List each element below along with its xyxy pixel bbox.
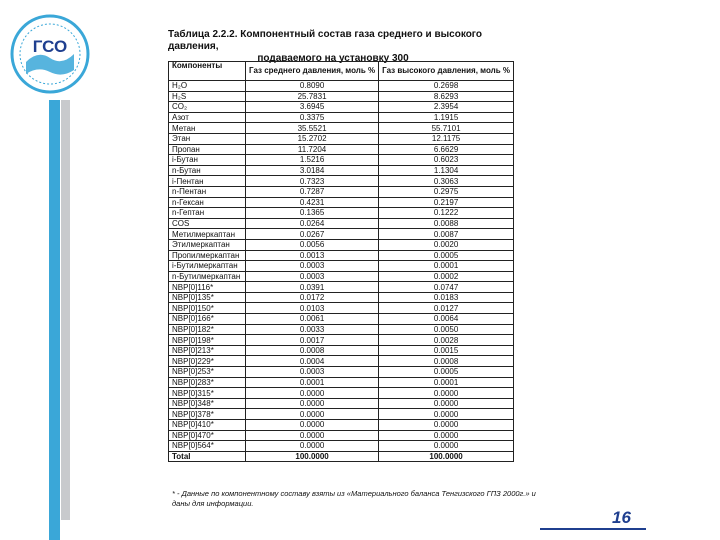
- cell-component: NBP[0]166*: [169, 314, 246, 325]
- cell-component: n-Гептан: [169, 208, 246, 219]
- cell-high-pressure: 0.0020: [379, 239, 514, 250]
- table-row: [169, 133, 514, 144]
- table-row: [169, 208, 514, 219]
- cell-high-pressure: 0.0127: [379, 303, 514, 314]
- cell-medium-pressure: 0.0000: [246, 441, 379, 452]
- cell-high-pressure: 1.1915: [379, 112, 514, 123]
- cell-medium-pressure: 0.0000: [246, 398, 379, 409]
- table-row: [169, 356, 514, 367]
- table-row: [169, 303, 514, 314]
- cell-high-pressure: 0.0002: [379, 271, 514, 282]
- cell-high-pressure: 0.0000: [379, 430, 514, 441]
- cell-component: NBP[0]213*: [169, 345, 246, 356]
- cell-medium-pressure: 3.6945: [246, 102, 379, 113]
- cell-medium-pressure: 100.0000: [246, 451, 379, 462]
- cell-component: NBP[0]182*: [169, 324, 246, 335]
- cell-component: NBP[0]229*: [169, 356, 246, 367]
- table-row: [169, 250, 514, 261]
- left-accent-bar: [49, 100, 60, 540]
- page-number-underline: [540, 528, 646, 530]
- cell-component: Азот: [169, 112, 246, 123]
- cell-medium-pressure: 0.1365: [246, 208, 379, 219]
- cell-component: NBP[0]283*: [169, 377, 246, 388]
- company-logo: [8, 12, 92, 96]
- cell-component: NBP[0]315*: [169, 388, 246, 399]
- composition-table: [168, 61, 514, 462]
- cell-medium-pressure: 0.0003: [246, 271, 379, 282]
- table-row: [169, 271, 514, 282]
- cell-high-pressure: 0.0008: [379, 356, 514, 367]
- table-row: [169, 409, 514, 420]
- cell-medium-pressure: 0.0391: [246, 282, 379, 293]
- cell-medium-pressure: 25.7831: [246, 91, 379, 102]
- cell-high-pressure: 0.0028: [379, 335, 514, 346]
- table-row: [169, 377, 514, 388]
- table-title: [168, 29, 528, 65]
- cell-medium-pressure: 0.3375: [246, 112, 379, 123]
- left-gray-bar: [61, 100, 70, 520]
- table-row: [169, 388, 514, 399]
- cell-component: n-Бутилмеркаптан: [169, 271, 246, 282]
- cell-medium-pressure: 0.7287: [246, 186, 379, 197]
- cell-high-pressure: 0.2197: [379, 197, 514, 208]
- cell-high-pressure: 0.0005: [379, 250, 514, 261]
- cell-medium-pressure: 35.5521: [246, 123, 379, 134]
- cell-component: i-Бутилмеркаптан: [169, 261, 246, 272]
- cell-high-pressure: 0.0001: [379, 377, 514, 388]
- table-row: [169, 451, 514, 462]
- table-row: [169, 123, 514, 134]
- cell-medium-pressure: 0.7323: [246, 176, 379, 187]
- cell-component: NBP[0]135*: [169, 292, 246, 303]
- cell-medium-pressure: 0.0001: [246, 377, 379, 388]
- title-line-1: Таблица 2.2.2. Компонентный состав газа среднего и высокого давления,: [168, 29, 482, 52]
- cell-medium-pressure: 0.0000: [246, 409, 379, 420]
- cell-high-pressure: 0.0000: [379, 398, 514, 409]
- cell-component: COS: [169, 218, 246, 229]
- table-row: [169, 155, 514, 166]
- cell-medium-pressure: 0.0008: [246, 345, 379, 356]
- cell-component: NBP[0]150*: [169, 303, 246, 314]
- table-row: [169, 112, 514, 123]
- cell-medium-pressure: 0.0033: [246, 324, 379, 335]
- table-row: [169, 239, 514, 250]
- cell-component: Total: [169, 451, 246, 462]
- cell-medium-pressure: 0.4231: [246, 197, 379, 208]
- header-medium-pressure: Газ среднего давления, моль %: [246, 62, 379, 81]
- cell-high-pressure: 0.1222: [379, 208, 514, 219]
- footnote-line-1: * - Данные по компонентному составу взяты из «Материального баланса Тенгизского ГПЗ 2000г.» и: [172, 489, 536, 498]
- cell-component: Пропилмеркаптан: [169, 250, 246, 261]
- cell-component: Этилмеркаптан: [169, 239, 246, 250]
- title-line-2: подаваемого на установку 300: [257, 53, 409, 64]
- cell-component: CO₂: [169, 102, 246, 113]
- cell-medium-pressure: 0.8090: [246, 81, 379, 92]
- cell-component: i-Бутан: [169, 155, 246, 166]
- cell-component: NBP[0]470*: [169, 430, 246, 441]
- cell-component: H₂O: [169, 81, 246, 92]
- table-row: [169, 367, 514, 378]
- cell-medium-pressure: 0.0004: [246, 356, 379, 367]
- cell-high-pressure: 0.0183: [379, 292, 514, 303]
- cell-component: NBP[0]378*: [169, 409, 246, 420]
- cell-medium-pressure: 1.5216: [246, 155, 379, 166]
- footnote: [172, 489, 572, 509]
- cell-medium-pressure: 0.0264: [246, 218, 379, 229]
- cell-component: NBP[0]410*: [169, 420, 246, 431]
- table-row: [169, 335, 514, 346]
- table-row: [169, 441, 514, 452]
- cell-component: H₂S: [169, 91, 246, 102]
- cell-high-pressure: 1.1304: [379, 165, 514, 176]
- cell-component: NBP[0]348*: [169, 398, 246, 409]
- table-row: [169, 282, 514, 293]
- header-high-pressure: Газ высокого давления, моль %: [379, 62, 514, 81]
- cell-high-pressure: 0.0000: [379, 388, 514, 399]
- cell-high-pressure: 55.7101: [379, 123, 514, 134]
- page-number: 16: [612, 508, 631, 527]
- cell-high-pressure: 12.1175: [379, 133, 514, 144]
- cell-medium-pressure: 0.0017: [246, 335, 379, 346]
- cell-component: NBP[0]198*: [169, 335, 246, 346]
- cell-medium-pressure: 15.2702: [246, 133, 379, 144]
- cell-high-pressure: 100.0000: [379, 451, 514, 462]
- cell-high-pressure: 0.0050: [379, 324, 514, 335]
- cell-component: n-Гексан: [169, 197, 246, 208]
- cell-component: NBP[0]253*: [169, 367, 246, 378]
- cell-medium-pressure: 0.0103: [246, 303, 379, 314]
- header-components: Компоненты: [169, 62, 246, 81]
- cell-component: n-Бутан: [169, 165, 246, 176]
- table-row: [169, 144, 514, 155]
- cell-high-pressure: 0.0000: [379, 441, 514, 452]
- cell-high-pressure: 0.2698: [379, 81, 514, 92]
- table-row: [169, 345, 514, 356]
- table-row: [169, 292, 514, 303]
- table-row: [169, 398, 514, 409]
- cell-medium-pressure: 0.0056: [246, 239, 379, 250]
- cell-medium-pressure: 0.0000: [246, 420, 379, 431]
- table-body: [169, 81, 514, 462]
- cell-medium-pressure: 0.0003: [246, 367, 379, 378]
- cell-high-pressure: 0.0000: [379, 420, 514, 431]
- cell-component: Этан: [169, 133, 246, 144]
- cell-component: i-Пентан: [169, 176, 246, 187]
- cell-component: NBP[0]116*: [169, 282, 246, 293]
- cell-medium-pressure: 3.0184: [246, 165, 379, 176]
- cell-high-pressure: 0.0005: [379, 367, 514, 378]
- table-row: [169, 430, 514, 441]
- table-row: [169, 420, 514, 431]
- cell-high-pressure: 0.0000: [379, 409, 514, 420]
- table-row: [169, 314, 514, 325]
- table-row: [169, 102, 514, 113]
- cell-medium-pressure: 0.0003: [246, 261, 379, 272]
- cell-component: n-Пентан: [169, 186, 246, 197]
- cell-medium-pressure: 0.0000: [246, 430, 379, 441]
- cell-high-pressure: 0.0747: [379, 282, 514, 293]
- table-row: [169, 176, 514, 187]
- cell-medium-pressure: 0.0000: [246, 388, 379, 399]
- cell-component: Пропан: [169, 144, 246, 155]
- footnote-line-2: даны для информации.: [172, 499, 254, 508]
- table-row: [169, 81, 514, 92]
- cell-high-pressure: 6.6629: [379, 144, 514, 155]
- cell-component: Метан: [169, 123, 246, 134]
- cell-component: Метилмеркаптан: [169, 229, 246, 240]
- table-header-row: [169, 62, 514, 81]
- cell-medium-pressure: 11.7204: [246, 144, 379, 155]
- cell-high-pressure: 0.0064: [379, 314, 514, 325]
- cell-high-pressure: 0.2975: [379, 186, 514, 197]
- table-row: [169, 91, 514, 102]
- cell-component: NBP[0]564*: [169, 441, 246, 452]
- cell-high-pressure: 0.0087: [379, 229, 514, 240]
- cell-high-pressure: 0.3063: [379, 176, 514, 187]
- table-row: [169, 186, 514, 197]
- cell-high-pressure: 2.3954: [379, 102, 514, 113]
- cell-medium-pressure: 0.0267: [246, 229, 379, 240]
- table-row: [169, 261, 514, 272]
- logo-text: ГСО: [32, 37, 68, 56]
- cell-medium-pressure: 0.0013: [246, 250, 379, 261]
- cell-high-pressure: 8.6293: [379, 91, 514, 102]
- cell-high-pressure: 0.0088: [379, 218, 514, 229]
- cell-high-pressure: 0.0001: [379, 261, 514, 272]
- cell-high-pressure: 0.6023: [379, 155, 514, 166]
- table-row: [169, 324, 514, 335]
- table-row: [169, 218, 514, 229]
- table-row: [169, 165, 514, 176]
- table-row: [169, 197, 514, 208]
- cell-medium-pressure: 0.0061: [246, 314, 379, 325]
- cell-medium-pressure: 0.0172: [246, 292, 379, 303]
- cell-high-pressure: 0.0015: [379, 345, 514, 356]
- table-row: [169, 229, 514, 240]
